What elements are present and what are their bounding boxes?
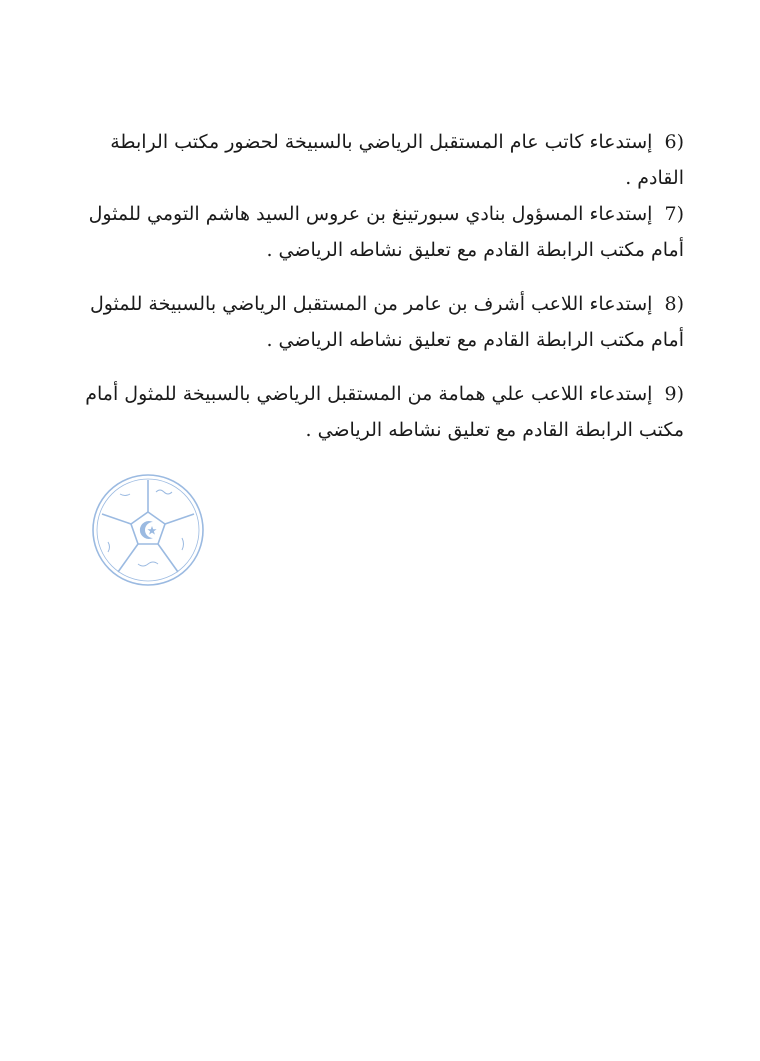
item-text: إستدعاء اللاعب أشرف بن عامر من المستقبل الرياضي بالسبيخة للمثول أمام مكتب الرابطة القادم مع تعليق نشاطه الرياضي .	[89, 293, 684, 351]
list-item	[72, 124, 684, 196]
item-text: إستدعاء المسؤول بنادي سبورتينغ بن عروس السيد هاشم التومي للمثول أمام مكتب الرابطة القادم مع تعليق نشاطه الرياضي .	[88, 203, 684, 261]
list-item	[72, 286, 684, 358]
item-number: 8)	[664, 293, 684, 315]
item-number: 7)	[664, 203, 684, 225]
decision-list	[72, 124, 684, 448]
item-text: إستدعاء كاتب عام المستقبل الرياضي بالسبيخة لحضور مكتب الرابطة القادم .	[110, 131, 684, 189]
list-item	[72, 196, 684, 268]
football-stamp-icon	[90, 472, 206, 588]
item-text: إستدعاء اللاعب علي همامة من المستقبل الرياضي بالسبيخة للمثول أمام مكتب الرابطة القادم مع تعليق نشاطه الرياضي .	[85, 383, 684, 441]
item-number: 6)	[664, 131, 684, 153]
list-item	[72, 376, 684, 448]
item-number: 9)	[664, 383, 684, 405]
